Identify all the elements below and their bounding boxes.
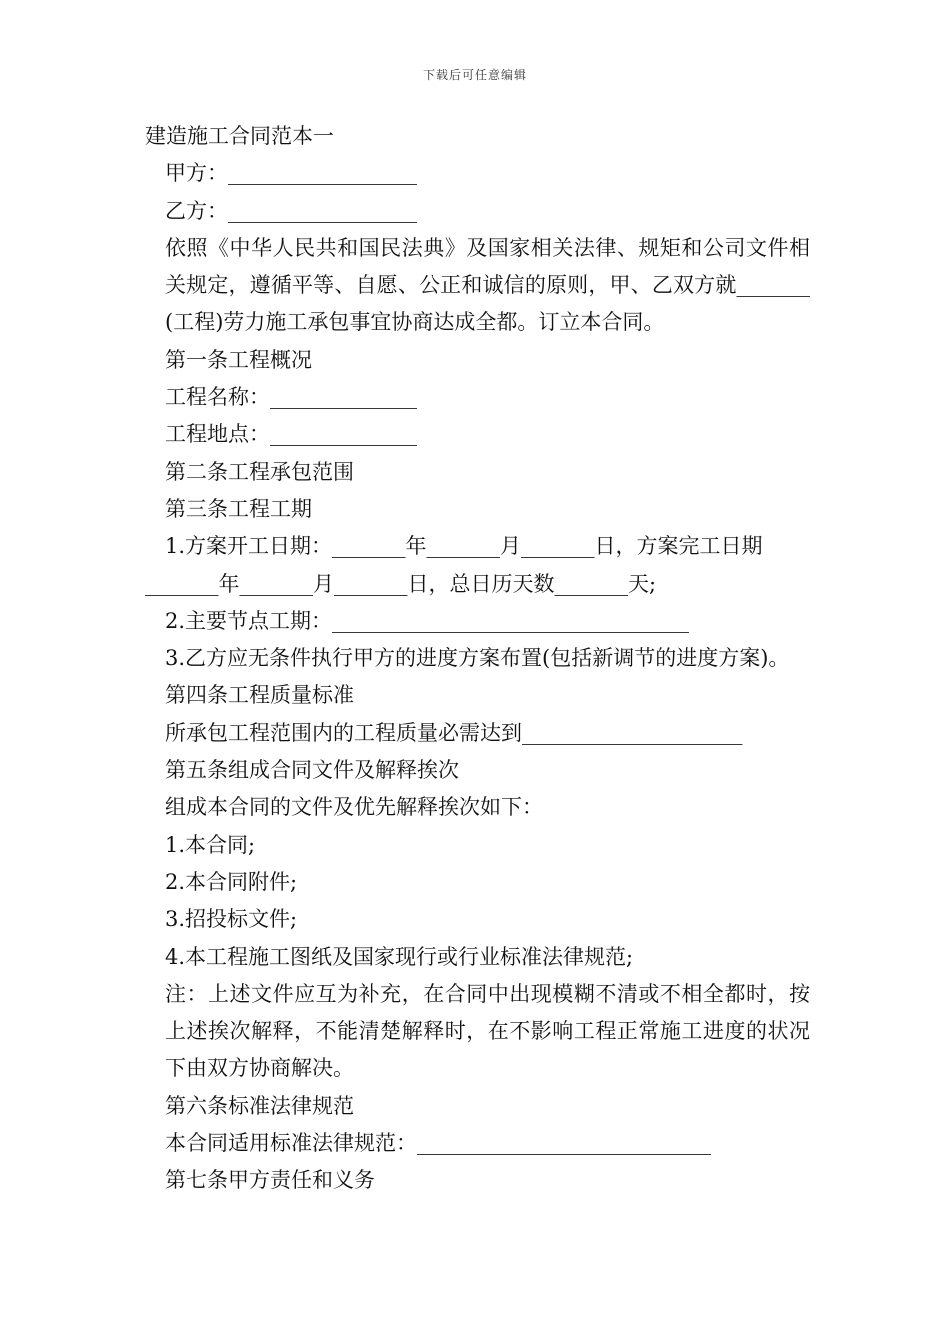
project-name-line: 工程名称：______________ [165, 385, 417, 410]
note-paragraph: 注：上述文件应互为补充，在合同中出现模糊不清或不相全都时，按上述挨次解释，不能清楚解释时，在不影响工程正常施工进度的状况下由双方协商解决。 [165, 981, 810, 1081]
article-3-heading: 第三条工程工期 [165, 496, 312, 521]
docs-item-3: 3.招投标文件; [165, 907, 298, 932]
period-item-3: 3.乙方应无条件执行甲方的进度方案布置(包括新调节的进度方案)。 [165, 646, 790, 671]
document-title: 建造施工合同范本一 [145, 124, 334, 148]
party-b-line: 乙方：__________________ [165, 198, 417, 223]
article-4-heading: 第四条工程质量标准 [165, 683, 354, 708]
article-7-heading: 第七条甲方责任和义务 [165, 1168, 375, 1193]
project-location-line: 工程地点：______________ [165, 422, 417, 447]
preamble-paragraph: 依照《中华人民共和国民法典》及国家相关法律、规矩和公司文件相关规定，遵循平等、自愿、公正和诚信的原则，甲、乙双方就_______(工程)劳力施工承包事宜协商达成全都。订立本合同。 [165, 235, 810, 335]
article-2-heading: 第二条工程承包范围 [165, 459, 354, 484]
period-item-1a: 1.方案开工日期：_______年_______月_______日，方案完工日期 [165, 534, 763, 559]
applicable-law-line: 本合同适用标准法律规范：____________________________ [165, 1131, 711, 1156]
docs-item-2: 2.本合同附件; [165, 869, 298, 894]
docs-item-1: 1.本合同; [165, 832, 256, 857]
contract-document [145, 118, 810, 1200]
article-6-heading: 第六条标准法律规范 [165, 1093, 354, 1118]
period-item-1b: _______年_______月_______日，总日历天数_______天; [145, 571, 657, 596]
page-header-note: 下载后可任意编辑 [422, 68, 527, 82]
period-item-2: 2.主要节点工期：__________________________________ [165, 608, 690, 633]
quality-line: 所承包工程范围内的工程质量必需达到_____________________ [165, 720, 743, 745]
party-a-line: 甲方：__________________ [165, 161, 417, 186]
docs-item-4: 4.本工程施工图纸及国家现行或行业标准法律规范; [165, 944, 634, 969]
article-1-heading: 第一条工程概况 [165, 347, 312, 372]
docs-intro-line: 组成本合同的文件及优先解释挨次如下： [165, 795, 543, 820]
article-5-heading: 第五条组成合同文件及解释挨次 [165, 758, 459, 783]
